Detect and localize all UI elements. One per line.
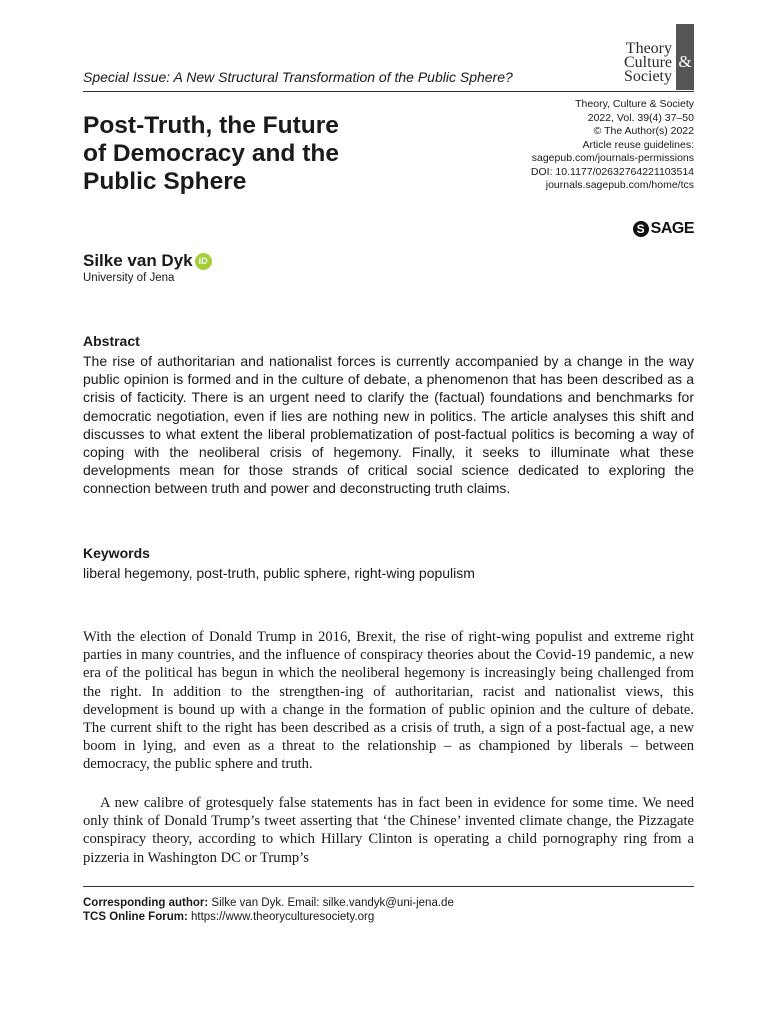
- logo-word-society: Society: [624, 68, 672, 85]
- online-forum: [83, 911, 374, 923]
- corr-label: Corresponding author:: [83, 897, 209, 909]
- forum-link[interactable]: https://www.theoryculturesociety.org: [190, 911, 375, 923]
- header-rule: [83, 91, 694, 92]
- abstract-text: The rise of authoritarian and nationalist forces is currently accompanied by a change in the way public opinion is formed and in the culture of debate, a phenomenon that has been described as a crisis of facticity. There is an urgent need to clarify the (factual) foundations and benchmarks for democratic negotiation, even if lies are nothing new in politics. The article analyses this shift and discusses to what extent the liberal problematization of post-factual politics is becoming a way of coping with the neoliberal crisis of hegemony. Finally, it seeks to illuminate what these developments mean for those strands of critical social science dedicated to exploring the connection between truth and power and deconstructing truth claims.: [83, 353, 694, 497]
- meta-copyright: © The Author(s) 2022: [593, 125, 694, 137]
- author-line: [83, 251, 212, 271]
- keywords-heading: Keywords: [83, 545, 150, 561]
- title-line-3: Public Sphere: [83, 168, 247, 195]
- logo-word-theory: Theory: [625, 40, 672, 57]
- logo-word-culture: Culture: [624, 54, 672, 71]
- logo-ampersand: &: [678, 52, 692, 71]
- meta-permissions-link[interactable]: sagepub.com/journals-permissions: [531, 152, 694, 164]
- meta-url[interactable]: journals.sagepub.com/home/tcs: [545, 179, 694, 191]
- meta-doi[interactable]: DOI: 10.1177/02632764221103514: [530, 165, 694, 178]
- sage-wordmark: SAGE: [650, 220, 694, 237]
- keywords-text: liberal hegemony, post-truth, public sphere, right-wing populism: [83, 565, 475, 581]
- body-paragraph-2: A new calibre of grotesquely false statements has in fact been in evidence for some time. We need only think of Donald Trump’s tweet asserting that ‘the Chinese’ invented climate change, the Pizzagate conspiracy theory, according to which Hillary Clinton is operating a child pornography ring from a pizzeria in Washington DC or Trump’s: [83, 795, 694, 866]
- body-paragraph-1: With the election of Donald Trump in 2016, Brexit, the rise of right-wing populist and extreme right parties in many countries, and the influence of conspiracy theories about the Covid-19 pandemic, a new era of the political has begun in which the neoliberal hegemony is increasingly being challenged from the right. In addition to the strengthen-ing of authoritarian, racist and nationalist views, this development is bound up with a change in the formation of public opinion and the culture of debate. The current shift to the right has been described as a crisis of truth, a sign of a post-factual age, a new boom in lying, and even as a threat to the relationship – as championed by liberals – between democracy, the public sphere and truth.: [83, 629, 694, 773]
- title-line-1: Post-Truth, the Future: [83, 112, 339, 139]
- author-name: Silke van Dyk: [83, 251, 193, 270]
- journal-logo: [574, 24, 694, 90]
- forum-label: TCS Online Forum:: [83, 911, 188, 923]
- abstract-heading: Abstract: [83, 333, 140, 349]
- special-issue-line: Special Issue: A New Structural Transformation of the Public Sphere?: [83, 69, 513, 85]
- corr-text[interactable]: Silke van Dyk. Email: silke.vandyk@uni-jena.de: [211, 897, 454, 909]
- sage-logo: [633, 219, 694, 239]
- footer-rule: [83, 886, 694, 887]
- meta-reuse: Article reuse guidelines:: [582, 138, 694, 151]
- orcid-icon[interactable]: iD: [195, 253, 212, 270]
- article-title: [83, 112, 413, 196]
- meta-journal: Theory, Culture & Society: [575, 98, 694, 110]
- corresponding-author: [83, 897, 454, 909]
- author-affiliation: University of Jena: [83, 272, 175, 284]
- sage-circle-icon: S: [633, 221, 649, 237]
- meta-volume: 2022, Vol. 39(4) 37–50: [587, 111, 694, 124]
- journal-meta: [531, 98, 694, 193]
- title-line-2: of Democracy and the: [83, 140, 339, 167]
